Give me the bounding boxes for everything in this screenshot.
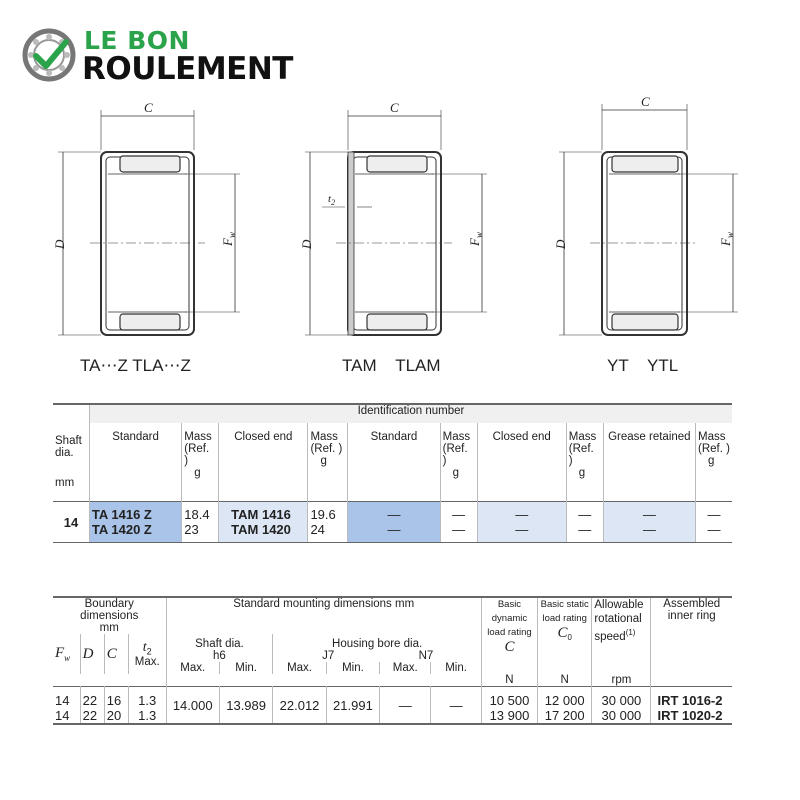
d-header: D	[80, 634, 104, 674]
drawing2-fw-label-sub: w	[474, 232, 484, 239]
grease-ids: — —	[603, 502, 695, 543]
dimensions-table	[53, 596, 732, 733]
col-mass-3: Mass (Ref. ) g	[440, 423, 477, 502]
t2-header: $t_2$ Max.	[128, 634, 166, 674]
standard-ids: TA 1416 Z TA 1420 Z	[89, 502, 181, 543]
bearing-drawings	[0, 90, 800, 350]
j7-min-value: 21.991	[326, 687, 379, 725]
identification-number-header: Identification number	[89, 404, 732, 423]
n7-min-header: Min.	[431, 662, 482, 674]
c-values: 16 20	[104, 687, 128, 725]
drawing3-d-label: D	[553, 239, 568, 249]
fw-header: $F_w$	[55, 645, 71, 663]
inner-ring-header: Assembled inner ring	[651, 597, 732, 674]
dynamic-unit: N	[481, 674, 537, 687]
d-values: 22 22	[80, 687, 104, 725]
allowable-speed-header: Allowable rotational speed$^{(1)}$	[592, 597, 651, 674]
shaft-value: 14	[53, 502, 89, 543]
dynamic-values: 10 500 13 900	[481, 687, 537, 725]
series-label-yt: YT YTL	[607, 356, 679, 375]
col-mass-2: Mass (Ref. ) g	[308, 423, 348, 502]
closed-end2-mass: — —	[566, 502, 603, 543]
closed-end-ids: TAM 1416 TAM 1420	[219, 502, 308, 543]
col-standard: Standard	[89, 423, 181, 502]
col-mass-4: Mass (Ref. ) g	[566, 423, 603, 502]
j7-max-header: Max.	[273, 662, 326, 674]
shaft-max-value: 14.000	[166, 687, 219, 725]
identification-table	[53, 403, 732, 543]
brand-line2: ROULEMENT	[82, 51, 293, 87]
boundary-dimensions-header: Boundary dimensions mm	[53, 597, 166, 634]
n7-max-header: Max.	[380, 662, 431, 674]
t2-values: 1.3 1.3	[128, 687, 166, 725]
brand-line1: LE BON	[84, 26, 190, 55]
col-standard-2: Standard	[348, 423, 440, 502]
drawing2-t2-sub: 2	[331, 198, 336, 207]
series-label-ta-z: TA⋯Z TLA⋯Z	[80, 356, 191, 375]
col-mass-5: Mass (Ref. ) g	[695, 423, 732, 502]
drawing-yt	[559, 104, 738, 335]
col-closed-end: Closed end	[219, 423, 308, 502]
speed-values: 30 000 30 000	[592, 687, 651, 725]
housing-bore-header: Housing bore dia. J7 N7	[273, 634, 482, 662]
j7-max-value: 22.012	[273, 687, 326, 725]
standard2-ids: — —	[348, 502, 440, 543]
n7-min-value: —	[431, 687, 482, 725]
standard2-mass: — —	[440, 502, 477, 543]
drawing2-c-label: C	[390, 100, 399, 115]
drawing1-c-label: C	[144, 100, 153, 115]
drawing2-t2-label: $t_2$	[328, 193, 336, 207]
inner-ring-values: IRT 1016-2 IRT 1020-2	[651, 687, 732, 725]
grease-mass: — —	[695, 502, 732, 543]
shaft-dia-header: Shaft dia. h6	[166, 634, 273, 662]
shaft-min-header: Min.	[219, 662, 272, 674]
drawing-ta-z	[58, 110, 240, 335]
drawing3-fw-label: $F_w$	[718, 232, 735, 246]
standard-mass: 18.4 23	[182, 502, 219, 543]
drawing1-fw-label-sub: w	[227, 232, 237, 239]
shaft-max-header: Max.	[166, 662, 219, 674]
closed-end2-ids: — —	[477, 502, 566, 543]
fw-values: 14 14	[55, 693, 70, 723]
shaft-min-value: 13.989	[219, 687, 272, 725]
static-unit: N	[538, 674, 592, 687]
speed-unit: rpm	[592, 674, 651, 687]
series-label-tam: TAM TLAM	[342, 356, 441, 375]
drawing2-fw-label: $F_w$	[467, 232, 484, 246]
dynamic-load-header: Basic dynamic load rating C	[481, 597, 537, 674]
static-values: 12 000 17 200	[538, 687, 592, 725]
drawing1-fw-label: $F_w$	[220, 232, 237, 246]
c-header: C	[104, 634, 128, 674]
closed-end-mass: 19.6 24	[308, 502, 348, 543]
drawing2-d-label: D	[299, 239, 314, 249]
brand-logo	[22, 26, 322, 86]
j7-min-header: Min.	[326, 662, 379, 674]
drawing-tam	[305, 110, 487, 335]
drawing1-d-label: D	[52, 239, 67, 249]
static-load-header: Basic static load rating $C_0$	[538, 597, 592, 674]
n7-max-value: —	[380, 687, 431, 725]
bearing-check-icon	[22, 28, 76, 82]
drawing3-c-label: C	[641, 94, 650, 109]
drawing3-fw-label-sub: w	[725, 232, 735, 239]
col-grease-retained: Grease retained	[603, 423, 695, 502]
shaft-dia-header: Shaft dia. mm	[53, 404, 89, 502]
mounting-dimensions-header: Standard mounting dimensions mm	[166, 597, 481, 634]
col-mass-1: Mass (Ref. ) g	[182, 423, 219, 502]
col-closed-end-2: Closed end	[477, 423, 566, 502]
